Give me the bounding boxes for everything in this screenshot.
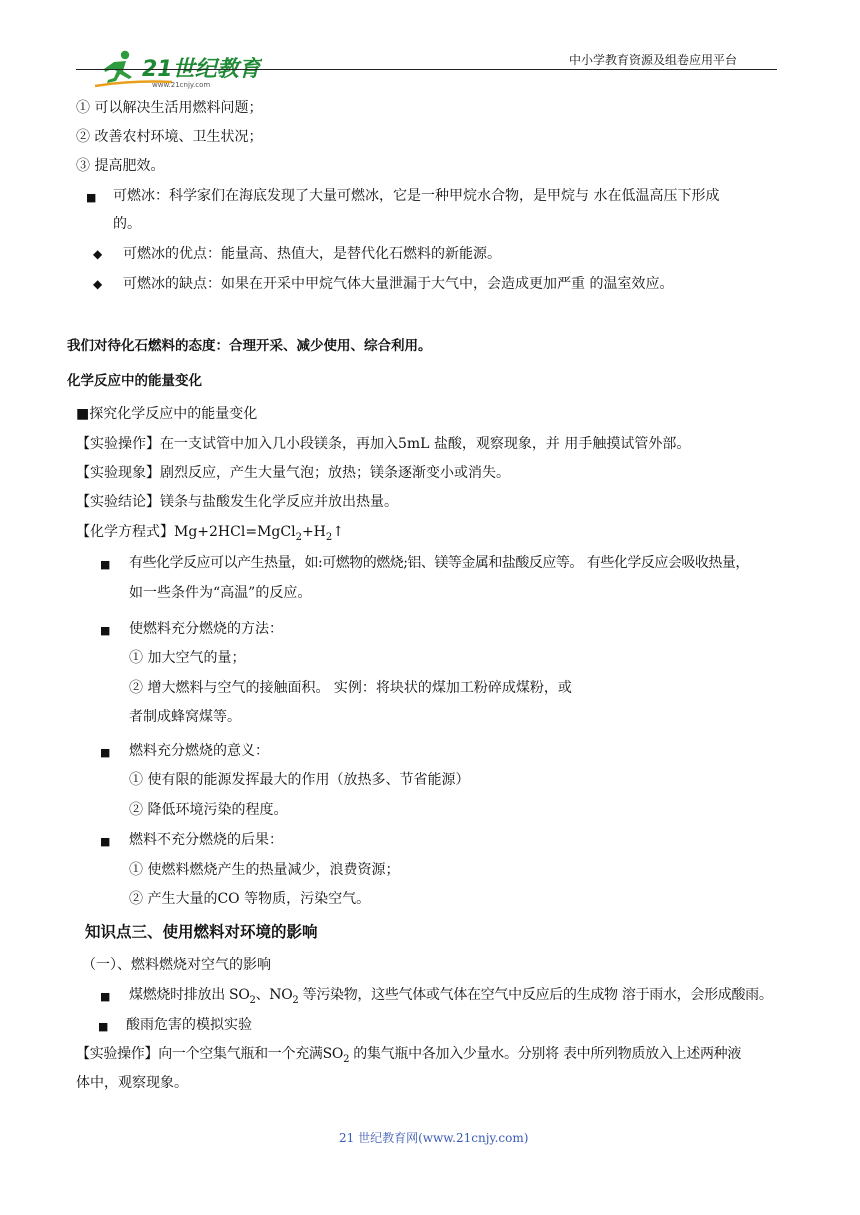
list-item bbox=[129, 650, 245, 667]
methods-cont: 者制成蜂窝煤等。 bbox=[129, 709, 241, 725]
item-number: ① bbox=[76, 100, 90, 116]
heat-line1: 有些化学反应可以产生热量，如:可燃物的燃烧;铝、镁等金属和盐酸反应等。 有些化学反应会吸收热量， bbox=[129, 555, 749, 571]
logo-url: www.21cnjy.com bbox=[152, 81, 211, 89]
simulation-title: 酸雨危害的模拟实验 bbox=[126, 1017, 252, 1033]
list-item bbox=[129, 680, 572, 697]
list-item bbox=[76, 129, 262, 146]
item-text: 使燃料燃烧产生的热量减少，浪费资源； bbox=[147, 862, 400, 878]
section-heading: 知识点三、使用燃料对环境的影响 bbox=[85, 923, 318, 941]
list-item bbox=[76, 100, 262, 117]
item-text: 可以解决生活用燃料问题； bbox=[94, 100, 263, 116]
item-text: 改善农村环境、卫生状况； bbox=[94, 129, 263, 145]
meaning-title: 燃料充分燃烧的意义： bbox=[129, 743, 269, 759]
equation-label: 【化学方程式】 bbox=[76, 524, 174, 540]
energy-heading: 化学反应中的能量变化 bbox=[67, 373, 202, 389]
gas-arrow-icon: ↑ bbox=[332, 524, 344, 540]
item-text: 产生大量的CO 等物质，污染空气。 bbox=[147, 891, 371, 907]
item-text: 提高肥效。 bbox=[94, 158, 165, 174]
equation-part: Mg+2HCl=MgCl bbox=[174, 524, 296, 540]
item-text: 加大空气的量； bbox=[147, 650, 246, 666]
acid-text: 、NO bbox=[255, 987, 293, 1003]
consequence-title: 燃料不充分燃烧的后果： bbox=[129, 832, 283, 848]
diamond-bullet-icon: ◆ bbox=[93, 247, 103, 261]
acid-text: 煤燃烧时排放出 SO bbox=[129, 987, 250, 1003]
item-number: ② bbox=[129, 891, 143, 907]
equation-subscript: 2 bbox=[325, 531, 333, 543]
attitude-heading: 我们对待化石燃料的态度：合理开采、减少使用、综合利用。 bbox=[67, 338, 432, 354]
item-number: ① bbox=[129, 862, 143, 878]
explore-line: ■探究化学反应中的能量变化 bbox=[76, 406, 258, 422]
list-item bbox=[129, 891, 370, 908]
acid-rain-line bbox=[129, 987, 773, 1007]
list-item bbox=[129, 862, 399, 879]
square-bullet-icon: ■ bbox=[100, 835, 111, 848]
square-bullet-icon: ■ bbox=[86, 191, 97, 204]
equation-part: +H bbox=[301, 524, 326, 540]
list-item bbox=[129, 802, 287, 819]
list-item bbox=[76, 158, 164, 175]
formula-subscript: 2 bbox=[292, 994, 299, 1006]
square-bullet-icon: ■ bbox=[100, 990, 111, 1003]
ice-pro: 可燃冰的优点：能量高、热值大，是替代化石燃料的新能源。 bbox=[123, 246, 501, 262]
item-number: ③ bbox=[76, 158, 90, 174]
item-number: ② bbox=[129, 802, 143, 818]
footer-link[interactable]: 21 世纪教育网(www.21cnjy.com) bbox=[339, 1131, 529, 1145]
logo-text: 21世纪教育 bbox=[142, 57, 261, 82]
diamond-bullet-icon: ◆ bbox=[93, 277, 103, 291]
header-rule bbox=[76, 69, 777, 70]
methods-title: 使燃料充分燃烧的方法： bbox=[129, 621, 283, 637]
operation-text: 的集气瓶中各加入少量水。分别将 表中所列物质放入上述两种液 bbox=[349, 1046, 742, 1062]
square-bullet-icon: ■ bbox=[100, 624, 111, 637]
ice-con: 可燃冰的缺点：如果在开采中甲烷气体大量泄漏于大气中，会造成更加严重 的温室效应。 bbox=[123, 276, 674, 292]
acid-text: 等污染物，这些气体或气体在空气中反应后的生成物 溶于雨水，会形成酸雨。 bbox=[298, 987, 773, 1003]
formula-subscript: 2 bbox=[343, 1053, 350, 1065]
list-item bbox=[129, 772, 469, 789]
operation-line: 【实验操作】在一支试管中加入几小段镁条，再加入5mL 盐酸，观察现象，并 用手触摸试管外部。 bbox=[76, 436, 691, 452]
equation-line bbox=[76, 524, 344, 544]
conclusion-line: 【实验结论】镁条与盐酸发生化学反应并放出热量。 bbox=[76, 494, 398, 510]
experiment-operation-cont: 体中，观察现象。 bbox=[76, 1075, 188, 1091]
item-text: 增大燃料与空气的接触面积。 实例：将块状的煤加工粉碎成煤粉，或 bbox=[147, 680, 572, 696]
ice-line2: 的。 bbox=[113, 216, 141, 232]
operation-text: 【实验操作】向一个空集气瓶和一个充满SO bbox=[76, 1046, 344, 1062]
item-number: ② bbox=[76, 129, 90, 145]
heat-line2: 如一些条件为“高温”的反应。 bbox=[129, 585, 312, 601]
item-number: ② bbox=[129, 680, 143, 696]
item-text: 降低环境污染的程度。 bbox=[147, 802, 288, 818]
square-bullet-icon: ■ bbox=[98, 1020, 109, 1033]
square-bullet-icon: ■ bbox=[100, 558, 111, 571]
phenomenon-line: 【实验现象】剧烈反应，产生大量气泡；放热；镁条逐渐变小或消失。 bbox=[76, 465, 510, 481]
item-number: ① bbox=[129, 650, 143, 666]
item-number: ① bbox=[129, 772, 143, 788]
equation-subscript: 2 bbox=[295, 531, 302, 543]
subsection-heading: （一）、燃料燃烧对空气的影响 bbox=[82, 957, 271, 973]
item-text: 使有限的能源发挥最大的作用（放热多、节省能源） bbox=[147, 772, 470, 788]
square-bullet-icon: ■ bbox=[100, 746, 111, 759]
experiment-operation bbox=[76, 1046, 741, 1066]
platform-name: 中小学教育资源及组卷应用平台 bbox=[569, 53, 738, 67]
formula-subscript: 2 bbox=[249, 994, 256, 1006]
ice-line1: 可燃冰：科学家们在海底发现了大量可燃冰，它是一种甲烷水合物，是甲烷与 水在低温高压下形成 bbox=[113, 188, 720, 204]
